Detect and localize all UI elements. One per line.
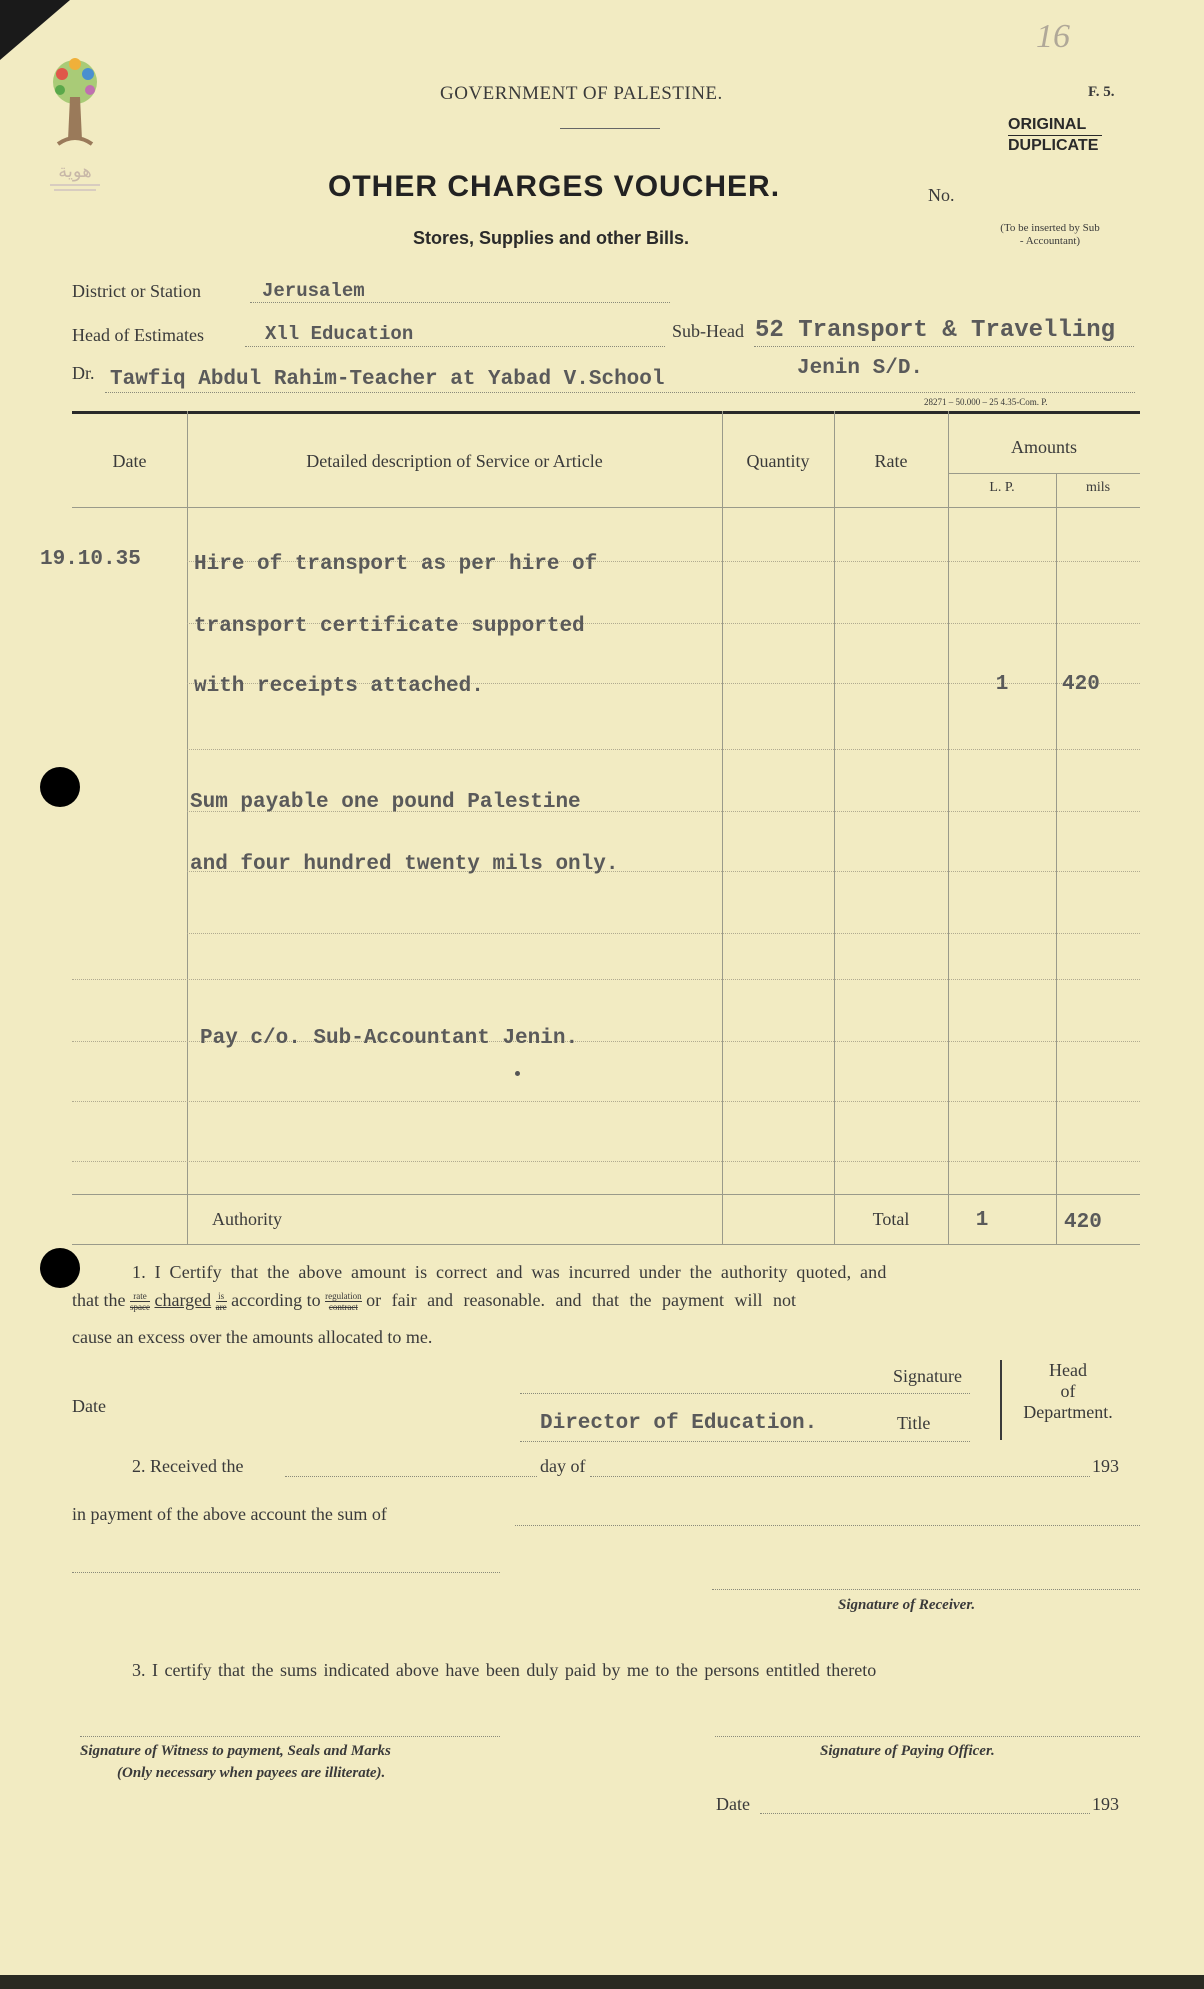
title-line bbox=[520, 1441, 970, 1442]
paying-officer-label: Signature of Paying Officer. bbox=[820, 1743, 995, 1759]
received-month-line bbox=[590, 1476, 1090, 1477]
contract-word: contract bbox=[328, 1302, 358, 1313]
payment-line-label: in payment of the above account the sum of bbox=[72, 1504, 387, 1524]
head-label: Head of Estimates bbox=[72, 325, 204, 345]
description-line: Pay c/o. Sub-Accountant Jenin. bbox=[200, 1027, 579, 1050]
ink-dot bbox=[515, 1071, 520, 1076]
table-bottom-rule bbox=[72, 1244, 1140, 1245]
bracket-line bbox=[1000, 1360, 1002, 1440]
witness-note: (Only necessary when payees are illiterate). bbox=[117, 1765, 386, 1781]
signature-label: Signature bbox=[893, 1366, 962, 1386]
head-value: Xll Education bbox=[265, 323, 414, 345]
dr-value: Tawfiq Abdul Rahim-Teacher at Yabad V.School bbox=[110, 368, 665, 391]
district-line bbox=[250, 302, 670, 303]
rate-space-fraction bbox=[130, 1291, 150, 1312]
subhead-value: 52 Transport & Travelling bbox=[755, 317, 1116, 344]
archive-logo bbox=[40, 52, 110, 202]
svg-text:هوية: هوية bbox=[58, 161, 92, 182]
subhead-label: Sub-Head bbox=[672, 321, 744, 341]
regulation-word: regulation bbox=[325, 1291, 362, 1302]
are-word: are bbox=[215, 1302, 227, 1313]
regulation-contract-fraction bbox=[325, 1291, 362, 1312]
authority-label: Authority bbox=[212, 1209, 282, 1229]
hod-line-3: Department. bbox=[1023, 1402, 1113, 1422]
description-line: Sum payable one pound Palestine bbox=[190, 791, 581, 814]
certify-text: according to bbox=[231, 1290, 321, 1310]
description-line: transport certificate supported bbox=[194, 615, 585, 638]
folded-corner bbox=[0, 0, 70, 60]
duplicate-label: DUPLICATE bbox=[1008, 137, 1099, 154]
ruled-line bbox=[187, 749, 1140, 750]
head-line bbox=[245, 346, 665, 347]
col-divider-lp bbox=[1056, 473, 1057, 1245]
header-description: Detailed description of Service or Article bbox=[306, 451, 603, 471]
description-line: with receipts attached. bbox=[194, 675, 484, 698]
district-value: Jerusalem bbox=[262, 280, 365, 302]
paying-officer-line bbox=[715, 1736, 1140, 1737]
authority-row-rule bbox=[72, 1194, 1140, 1195]
form-code: F. 5. bbox=[1088, 84, 1115, 100]
voucher-table bbox=[40, 411, 1140, 1246]
ruled-line bbox=[72, 1101, 1140, 1102]
amount-subheader-rule bbox=[948, 473, 1140, 474]
certify-text: charged bbox=[154, 1290, 212, 1310]
col-divider-qty bbox=[834, 411, 835, 1245]
amount-lp: 1 bbox=[995, 673, 1009, 696]
date-label: Date bbox=[72, 1396, 106, 1416]
header-mils: mils bbox=[1085, 480, 1111, 495]
description-line: Hire of transport as per hire of bbox=[194, 553, 598, 576]
punch-hole bbox=[40, 767, 80, 807]
hod-line-1: Head bbox=[1049, 1360, 1087, 1380]
col-divider-desc bbox=[722, 411, 723, 1245]
certify-text: that the bbox=[72, 1290, 126, 1310]
description-line: and four hundred twenty mils only. bbox=[190, 853, 619, 876]
signatory-title: Director of Education. bbox=[540, 1412, 818, 1435]
header-rate: Rate bbox=[874, 451, 908, 471]
certify-1-line-3: cause an excess over the amounts allocated to me. bbox=[72, 1327, 433, 1347]
print-code: 28271 – 50.000 – 25 4.35-Com. P. bbox=[924, 397, 1048, 407]
voucher-subtitle: Stores, Supplies and other Bills. bbox=[413, 228, 690, 248]
bottom-date-line bbox=[760, 1813, 1090, 1814]
dr-label: Dr. bbox=[72, 363, 95, 383]
witness-signature-line bbox=[80, 1736, 500, 1737]
ruled-line bbox=[187, 933, 1140, 934]
header-amounts: Amounts bbox=[1010, 437, 1077, 457]
rate-word: rate bbox=[130, 1291, 150, 1302]
subhead-line bbox=[754, 346, 1134, 347]
ruled-line bbox=[72, 979, 1140, 980]
table-header-rule bbox=[72, 507, 1140, 508]
received-label: 2. Received the bbox=[132, 1456, 244, 1476]
number-note: (To be inserted by Sub - Accountant) bbox=[1000, 222, 1100, 247]
certify-3: 3. I certify that the sums indicated above have been duly paid by me to the persons entitled thereto bbox=[132, 1660, 877, 1680]
received-day-line bbox=[285, 1476, 537, 1477]
certify-text: or fair and reasonable. and that the payment will not bbox=[366, 1290, 796, 1310]
amount-mils: 420 bbox=[1062, 673, 1100, 696]
col-divider-date bbox=[187, 411, 188, 1245]
certify-1-line-2 bbox=[72, 1290, 1140, 1312]
bottom-year: 193 bbox=[1092, 1794, 1119, 1814]
entry-date: 19.10.35 bbox=[40, 548, 141, 571]
table-top-rule bbox=[72, 411, 1140, 414]
witness-signature-label: Signature of Witness to payment, Seals and Marks bbox=[80, 1743, 391, 1759]
total-lp: 1 bbox=[975, 1209, 989, 1232]
payment-sum-line-2 bbox=[72, 1572, 500, 1573]
head-of-department bbox=[1008, 1360, 1128, 1423]
number-label: No. bbox=[928, 185, 955, 205]
header-lp: L. P. bbox=[989, 480, 1015, 495]
is-are-fraction bbox=[216, 1291, 227, 1312]
total-label: Total bbox=[872, 1209, 910, 1229]
received-dayof: day of bbox=[540, 1456, 586, 1476]
receiver-signature-line bbox=[712, 1589, 1140, 1590]
space-word: space bbox=[129, 1302, 150, 1313]
hod-line-2: of bbox=[1060, 1381, 1076, 1401]
header-date: Date bbox=[112, 451, 147, 471]
dr-line bbox=[105, 392, 1135, 393]
punch-hole bbox=[40, 1248, 80, 1288]
dr-value-2: Jenin S/D. bbox=[797, 357, 924, 380]
title-label: Title bbox=[897, 1413, 931, 1433]
col-divider-rate bbox=[948, 411, 949, 1245]
government-header: GOVERNMENT OF PALESTINE. bbox=[440, 83, 723, 104]
page-number: 16 bbox=[1036, 18, 1070, 55]
district-label: District or Station bbox=[72, 281, 201, 301]
is-word: is bbox=[216, 1291, 227, 1302]
header-quantity: Quantity bbox=[746, 451, 810, 471]
total-mils: 420 bbox=[1064, 1211, 1102, 1234]
certify-1-line-1: 1. I Certify that the above amount is correct and was incurred under the authority quoted, and bbox=[132, 1262, 887, 1282]
signature-line bbox=[520, 1393, 970, 1394]
original-underline bbox=[1008, 135, 1102, 136]
payment-sum-line bbox=[515, 1525, 1140, 1526]
original-label: ORIGINAL bbox=[1008, 116, 1087, 133]
receiver-signature-label: Signature of Receiver. bbox=[838, 1597, 976, 1613]
header-rule bbox=[560, 128, 660, 129]
received-year: 193 bbox=[1092, 1456, 1119, 1476]
bottom-date-label: Date bbox=[716, 1794, 750, 1814]
voucher-title: OTHER CHARGES VOUCHER. bbox=[328, 170, 781, 203]
ruled-line bbox=[72, 1161, 1140, 1162]
page-bottom-edge bbox=[0, 1975, 1204, 1989]
